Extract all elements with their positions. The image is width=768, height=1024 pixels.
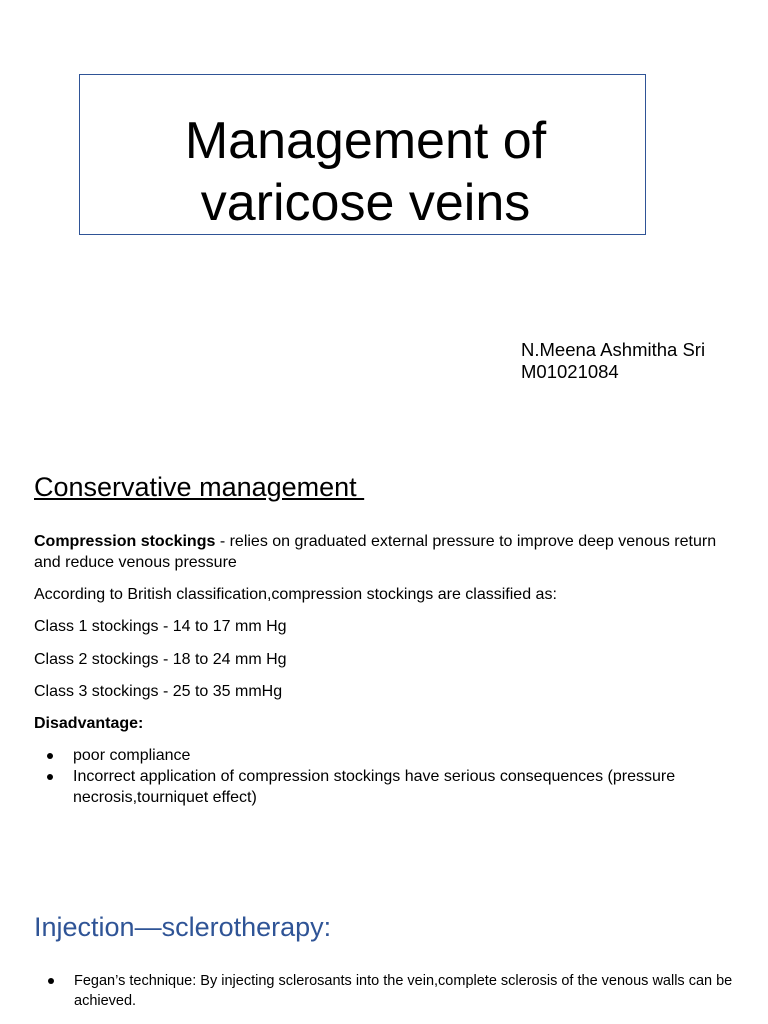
title-box (79, 74, 646, 235)
conservative-heading: Conservative management (34, 472, 365, 502)
class-3-line: Class 3 stockings - 25 to 35 mmHg (34, 683, 283, 700)
disadvantage-list (34, 745, 753, 808)
compression-paragraph (34, 531, 734, 573)
class-2-line: Class 2 stockings - 18 to 24 mm Hg (34, 651, 287, 668)
author-block (521, 339, 705, 383)
injection-heading: Injection—sclerotherapy: (34, 912, 332, 942)
list-item: Incorrect application of compression stockings have serious consequences (pressure necrosis,tourniquet effect) (73, 766, 753, 808)
classification-intro: According to British classification,compression stockings are classified as: (34, 586, 557, 603)
page-title: Management of varicose veins (184, 112, 547, 232)
disadvantage-label: Disadvantage: (34, 715, 144, 732)
author-name: N.Meena Ashmitha Sri (521, 339, 706, 360)
compression-term: Compression stockings (34, 533, 216, 550)
list-item: poor compliance (73, 745, 753, 766)
compression-description: - relies on graduated external pressure to improve deep venous return and reduce venous pressure (34, 533, 717, 571)
class-1-line: Class 1 stockings - 14 to 17 mm Hg (34, 618, 287, 635)
injection-list (34, 971, 768, 1011)
author-id: M01021084 (521, 361, 619, 382)
list-item: Fegan’s technique: By injecting sclerosants into the vein,complete sclerosis of the venous walls can be achieved. (74, 971, 768, 1011)
